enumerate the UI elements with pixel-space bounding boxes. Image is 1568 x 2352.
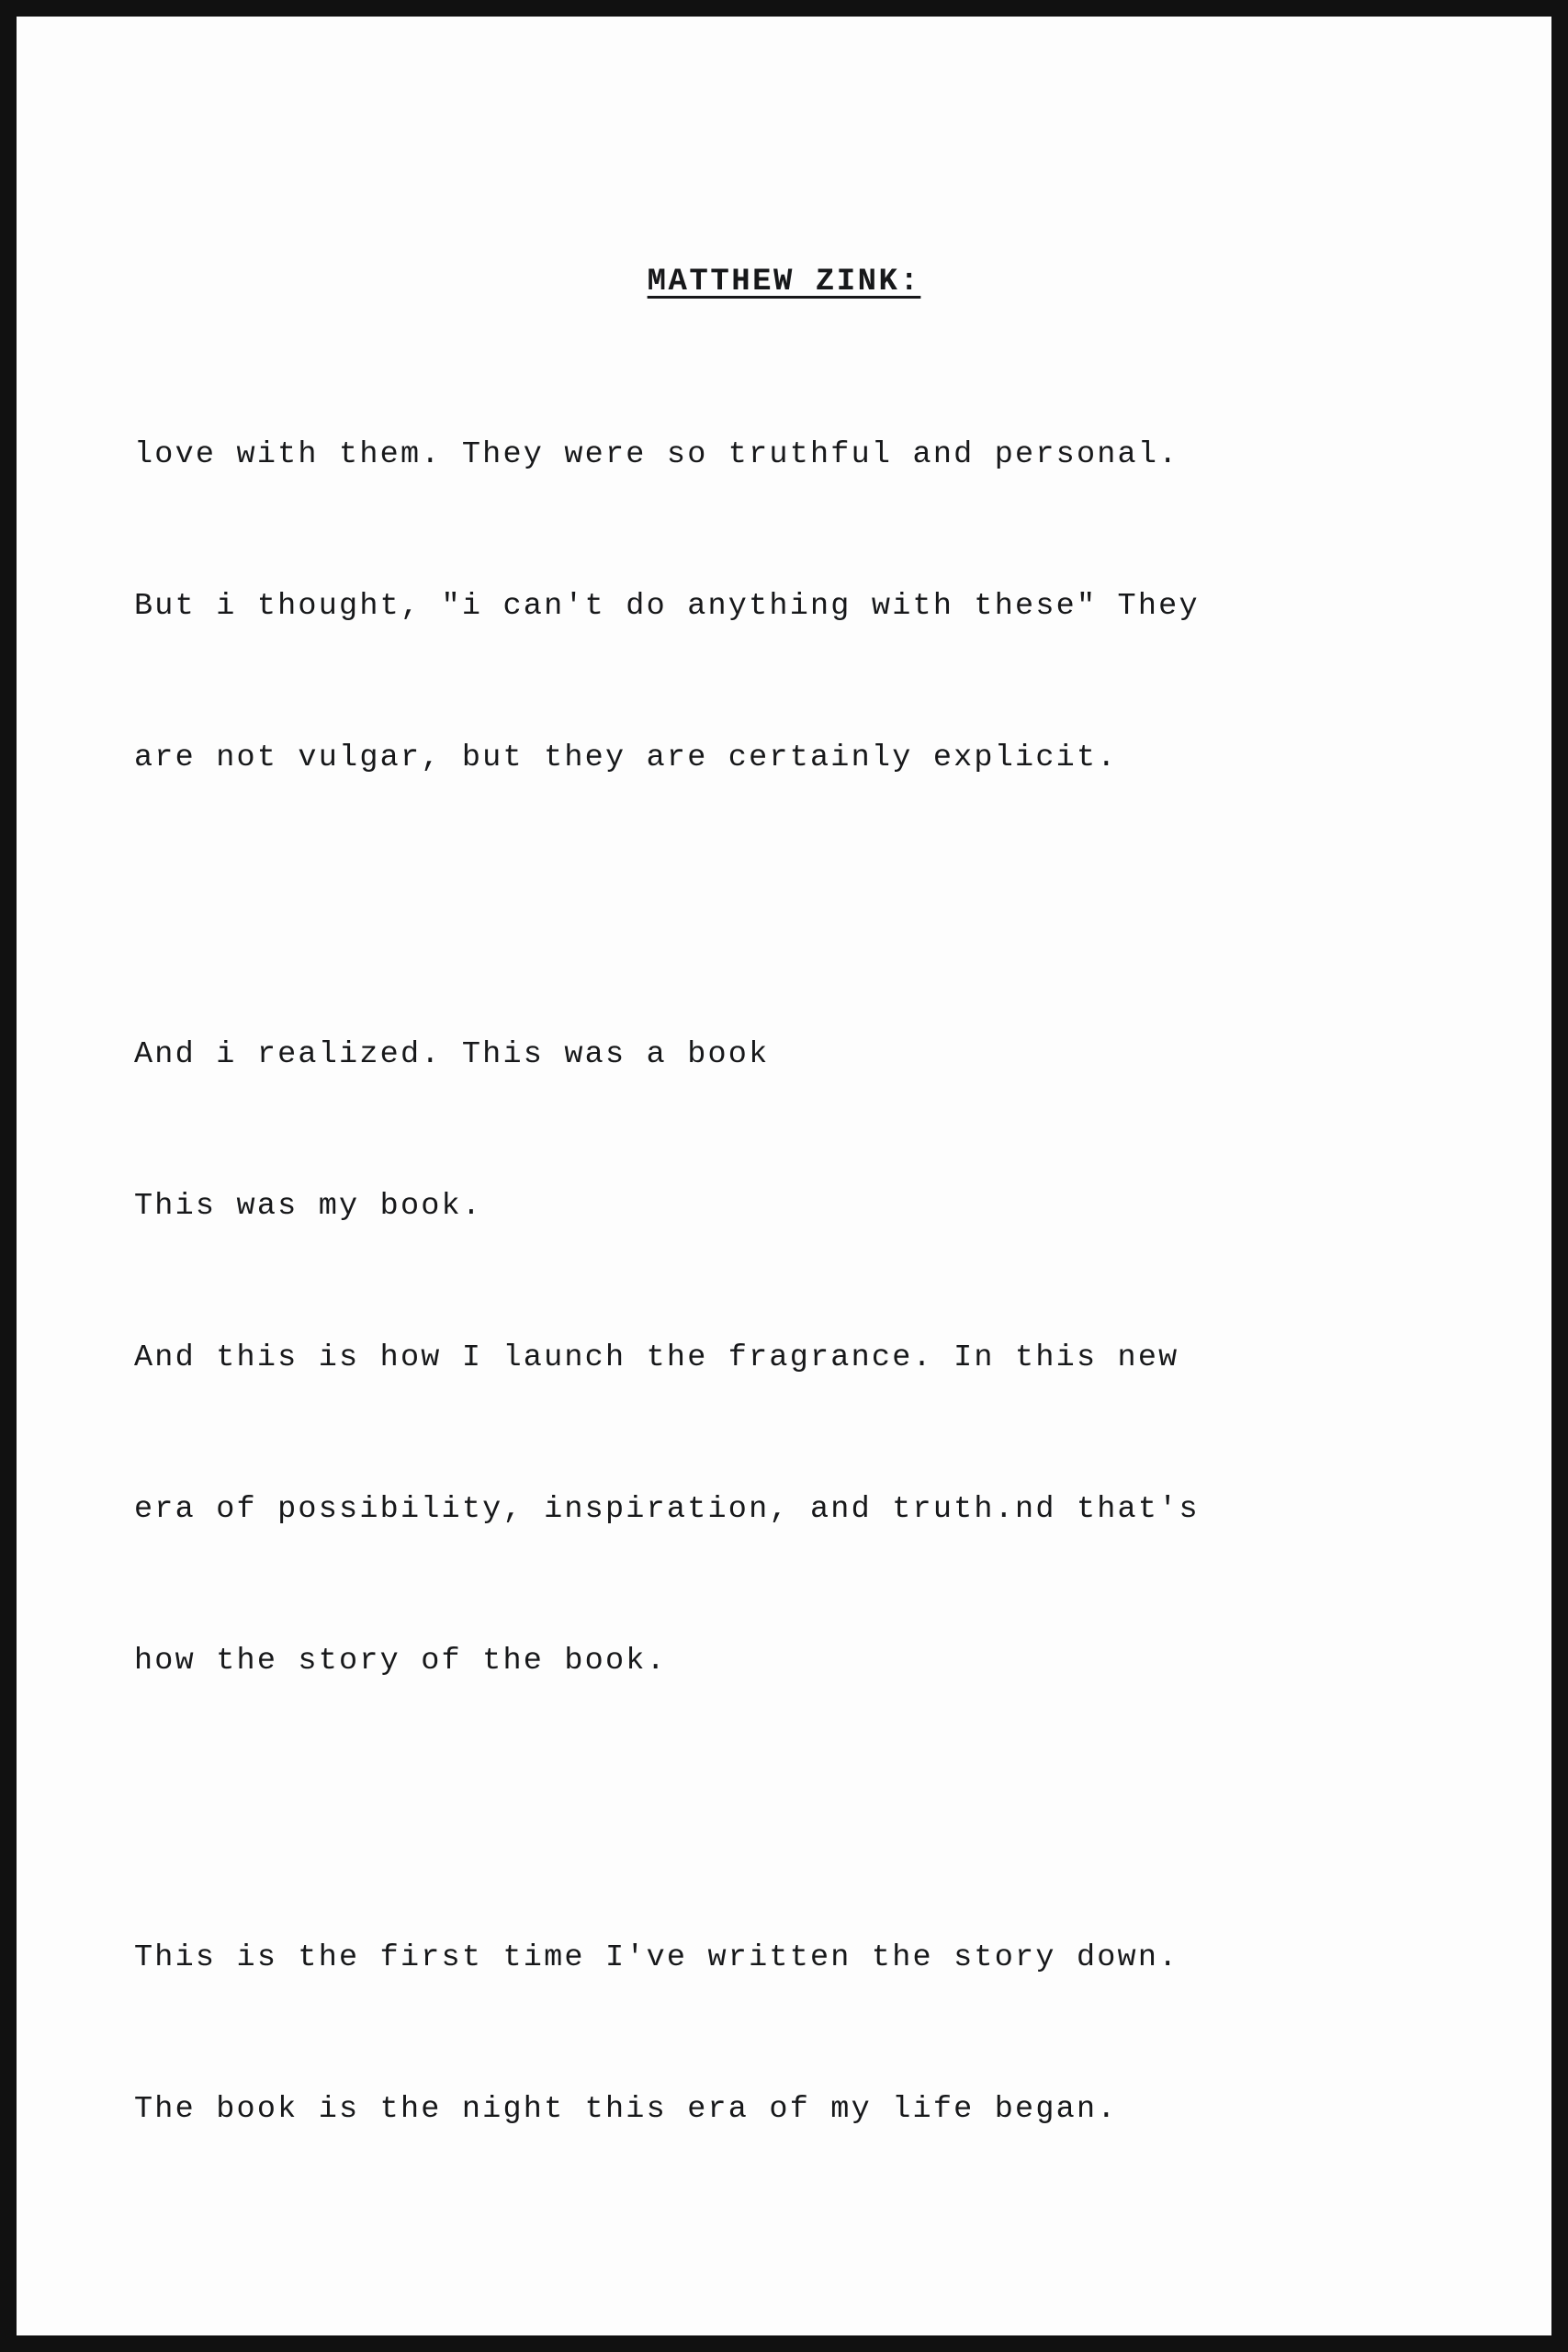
text-line: This is the first time I've written the story down. [134,1940,1179,1975]
paragraph-2 [134,929,1466,1788]
text-line: And this is how I launch the fragrance. In this new [134,1340,1179,1375]
paragraph-1 [134,329,1466,885]
document-body [134,329,1466,2236]
page-sheet [17,17,1551,2335]
page-title-container [17,265,1551,300]
text-line: This was my book. [134,1189,483,1224]
text-line: And i realized. This was a book [134,1037,770,1072]
text-line: The book is the night this era of my life began. [134,2092,1118,2127]
paragraph-3 [134,1832,1466,2236]
text-line: how the story of the book. [134,1644,667,1679]
text-line: are not vulgar, but they are certainly explicit. [134,741,1118,775]
text-line: love with them. They were so truthful and personal. [134,437,1179,472]
text-line: But i thought, "i can't do anything with these" They [134,589,1200,624]
page-title: MATTHEW ZINK: [647,265,921,300]
text-line: era of possibility, inspiration, and truth.nd that's [134,1492,1200,1527]
